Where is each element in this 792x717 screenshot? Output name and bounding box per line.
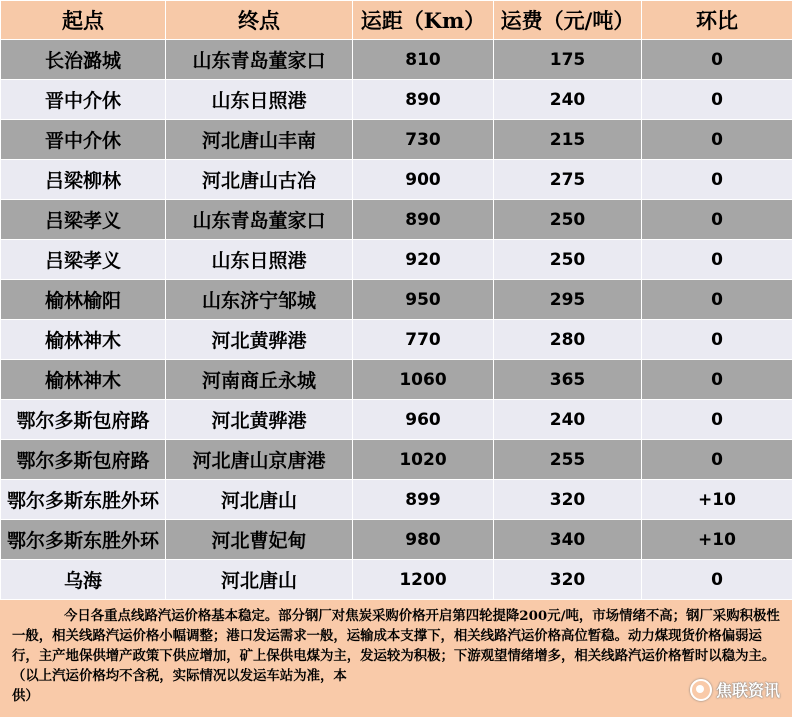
- cell-change: 0: [642, 80, 792, 120]
- cell-fee: 175: [494, 40, 642, 80]
- cell-fee: 280: [494, 320, 642, 360]
- watermark-text: 焦联资讯: [715, 681, 780, 700]
- table-row: [1, 40, 792, 80]
- cell-change: 0: [642, 200, 792, 240]
- cell-destination: 河北黄骅港: [166, 320, 353, 360]
- cell-origin: 鄂尔多斯东胜外环: [1, 480, 166, 520]
- cell-change: 0: [642, 240, 792, 280]
- cell-origin: 鄂尔多斯包府路: [1, 440, 166, 480]
- cell-distance: 1020: [353, 440, 494, 480]
- cell-distance: 920: [353, 240, 494, 280]
- header-change: 环比: [642, 1, 792, 40]
- cell-destination: 河北唐山京唐港: [166, 440, 353, 480]
- cell-origin: 榆林榆阳: [1, 280, 166, 320]
- table-row: [1, 400, 792, 440]
- cell-origin: 晋中介休: [1, 120, 166, 160]
- table-row: [1, 560, 792, 600]
- table-row: [1, 120, 792, 160]
- cell-fee: 250: [494, 240, 642, 280]
- cell-origin: 长治潞城: [1, 40, 166, 80]
- cell-distance: 890: [353, 80, 494, 120]
- cell-origin: 乌海: [1, 560, 166, 600]
- cell-fee: 365: [494, 360, 642, 400]
- header-destination: 终点: [166, 1, 353, 40]
- cell-change: 0: [642, 280, 792, 320]
- cell-distance: 899: [353, 480, 494, 520]
- table-row: [1, 280, 792, 320]
- header-distance: 运距（Km）: [353, 1, 494, 40]
- cell-destination: 河北唐山: [166, 560, 353, 600]
- table-row: [1, 240, 792, 280]
- header-fee: 运费（元/吨）: [494, 1, 642, 40]
- cell-origin: 晋中介休: [1, 80, 166, 120]
- cell-origin: 榆林神木: [1, 360, 166, 400]
- market-commentary-text: 今日各重点线路汽运价格基本稳定。部分钢厂对焦炭采购价格开启第四轮提降200元/吨，市场情绪不高；钢厂采购积极性一般，相关线路汽运价格小幅调整；港口发运需求一般，运输成本支撑下，相关线路汽运价格高位暂稳。动力煤现货价格偏弱运行，主产地保供增产政策下供应增加，矿上保供电煤为主，发运较为积极；下游观望情绪增多，相关线路汽运价格暂时以稳为主。（以上汽运价格均不含税，实际情况以发运车站为准，本: [12, 608, 780, 684]
- cell-destination: 山东青岛董家口: [166, 40, 353, 80]
- table-row: [1, 320, 792, 360]
- table-row: [1, 80, 792, 120]
- cell-fee: 255: [494, 440, 642, 480]
- cell-origin: 吕梁柳林: [1, 160, 166, 200]
- cell-origin: 吕梁孝义: [1, 200, 166, 240]
- cell-change: +10: [642, 480, 792, 520]
- cell-change: 0: [642, 160, 792, 200]
- cell-distance: 900: [353, 160, 494, 200]
- cell-distance: 980: [353, 520, 494, 560]
- cell-change: 0: [642, 320, 792, 360]
- market-commentary: [0, 600, 792, 717]
- cell-destination: 河北黄骅港: [166, 400, 353, 440]
- cell-destination: 河北唐山古冶: [166, 160, 353, 200]
- cell-origin: 鄂尔多斯包府路: [1, 400, 166, 440]
- table-row: [1, 160, 792, 200]
- cell-destination: 河北唐山丰南: [166, 120, 353, 160]
- cell-change: 0: [642, 120, 792, 160]
- cell-origin: 吕梁孝义: [1, 240, 166, 280]
- cell-distance: 1060: [353, 360, 494, 400]
- cell-change: 0: [642, 40, 792, 80]
- cell-distance: 730: [353, 120, 494, 160]
- cell-distance: 890: [353, 200, 494, 240]
- cell-distance: 770: [353, 320, 494, 360]
- cell-fee: 320: [494, 560, 642, 600]
- cell-destination: 山东日照港: [166, 240, 353, 280]
- cell-change: 0: [642, 400, 792, 440]
- cell-destination: 河南商丘永城: [166, 360, 353, 400]
- cell-destination: 山东济宁邹城: [166, 280, 353, 320]
- table-body: [1, 40, 792, 600]
- cell-origin: 榆林神木: [1, 320, 166, 360]
- table-header-row: [1, 1, 792, 40]
- cell-origin: 鄂尔多斯东胜外环: [1, 520, 166, 560]
- cell-distance: 950: [353, 280, 494, 320]
- cell-distance: 1200: [353, 560, 494, 600]
- watermark: [690, 678, 780, 701]
- cell-change: 0: [642, 560, 792, 600]
- cell-change: 0: [642, 440, 792, 480]
- table-row: [1, 520, 792, 560]
- cell-fee: 340: [494, 520, 642, 560]
- cell-fee: 240: [494, 400, 642, 440]
- cell-fee: 320: [494, 480, 642, 520]
- table-row: [1, 480, 792, 520]
- cell-fee: 295: [494, 280, 642, 320]
- table-row: [1, 440, 792, 480]
- cell-distance: 960: [353, 400, 494, 440]
- cell-destination: 山东日照港: [166, 80, 353, 120]
- cell-destination: 河北曹妃甸: [166, 520, 353, 560]
- table-row: [1, 360, 792, 400]
- cell-distance: 810: [353, 40, 494, 80]
- cell-change: 0: [642, 360, 792, 400]
- cell-destination: 河北唐山: [166, 480, 353, 520]
- cell-fee: 250: [494, 200, 642, 240]
- wechat-logo-icon: [690, 679, 712, 701]
- cell-fee: 240: [494, 80, 642, 120]
- cell-destination: 山东青岛董家口: [166, 200, 353, 240]
- header-origin: 起点: [1, 1, 166, 40]
- market-commentary-tail: 供）: [12, 688, 39, 704]
- cell-fee: 215: [494, 120, 642, 160]
- table-row: [1, 200, 792, 240]
- cell-change: +10: [642, 520, 792, 560]
- cell-fee: 275: [494, 160, 642, 200]
